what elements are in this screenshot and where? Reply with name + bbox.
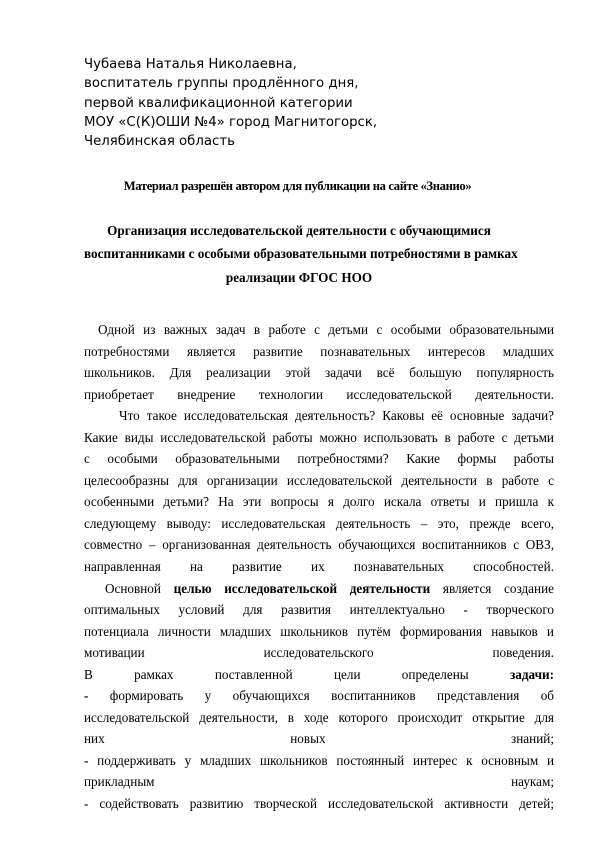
body-line: В рамках поставленной цели определены задачи: bbox=[84, 666, 555, 682]
body-line: мотивации исследовательского поведения. bbox=[84, 645, 554, 661]
body-line: приобретает внедрение технологии исследовательской деятельности. bbox=[84, 386, 554, 402]
body-line: с особыми образовательными потребностями? Какие формы работы bbox=[84, 451, 554, 467]
body-line: направленная на развитие их познавательных способностей. bbox=[84, 559, 554, 575]
emphasis-goal: целью исследовательской деятельности bbox=[173, 580, 431, 596]
body-line: оптимальных условий для развития интеллектуально - творческого bbox=[84, 602, 554, 618]
list-dash: - bbox=[84, 752, 89, 768]
body-line: исследовательской деятельности, в ходе которого происходит открытие для bbox=[84, 709, 554, 725]
body-line: Основной целью исследовательской деятельности является создание bbox=[105, 580, 554, 596]
body-line: - поддерживать у младших школьников постоянный интерес к основным и bbox=[84, 752, 555, 768]
emphasis-tasks: задачи: bbox=[509, 666, 555, 682]
title-line: реализации ФГОС НОО bbox=[225, 269, 373, 285]
body-line: совместно – организованная деятельность обучающихся воспитанников с ОВЗ, bbox=[84, 537, 554, 553]
body-line: школьников. Для реализации этой задачи всё большую популярность bbox=[84, 365, 554, 381]
title-line: воспитанниками с особыми образовательными потребностями в рамках bbox=[84, 246, 518, 262]
body-line: потребностями является развитие познавательных интересов младших bbox=[84, 343, 554, 359]
body-line: Какие виды исследовательской работы можно использовать в работе с детьми bbox=[84, 429, 554, 445]
body-text bbox=[84, 319, 554, 815]
author-line: МОУ «С(К)ОШИ №4» город Магнитогорск, bbox=[84, 114, 378, 130]
body-line: целесообразны для организации исследовательской деятельности в работе с bbox=[84, 472, 554, 488]
document-title bbox=[84, 219, 518, 289]
list-dash: - bbox=[84, 688, 89, 704]
author-line: Челябинская область bbox=[84, 134, 235, 150]
body-line: Что такое исследовательская деятельность? Каковы её основные задачи? bbox=[119, 408, 554, 424]
body-line: прикладным наукам; bbox=[84, 774, 554, 790]
author-line: первой квалификационной категории bbox=[84, 95, 353, 111]
author-line: воспитатель группы продлённого дня, bbox=[84, 76, 359, 92]
body-line: особенными детьми? На эти вопросы я долго искала ответы и пришла к bbox=[84, 494, 554, 510]
body-line: следующему выводу: исследовательская деятельность – это, прежде всего, bbox=[84, 515, 554, 531]
body-line: них новых знаний; bbox=[84, 731, 554, 747]
author-info bbox=[84, 55, 377, 151]
body-line: потенциала личности младших школьников путём формирования навыков и bbox=[84, 623, 554, 639]
body-line: - формировать у обучающихся воспитанников представления об bbox=[84, 688, 555, 704]
author-line: Чубаева Наталья Николаевна, bbox=[84, 57, 297, 72]
body-line: - содействовать развитию творческой исследовательской активности детей; bbox=[84, 796, 554, 812]
title-line: Организация исследовательской деятельности с обучающимися bbox=[107, 223, 491, 238]
body-line: Одной из важных задач в работе с детьми с особыми образовательными bbox=[98, 322, 554, 337]
publication-notice: Материал разрешён автором для публикации на сайте «Знанио» bbox=[123, 179, 472, 193]
